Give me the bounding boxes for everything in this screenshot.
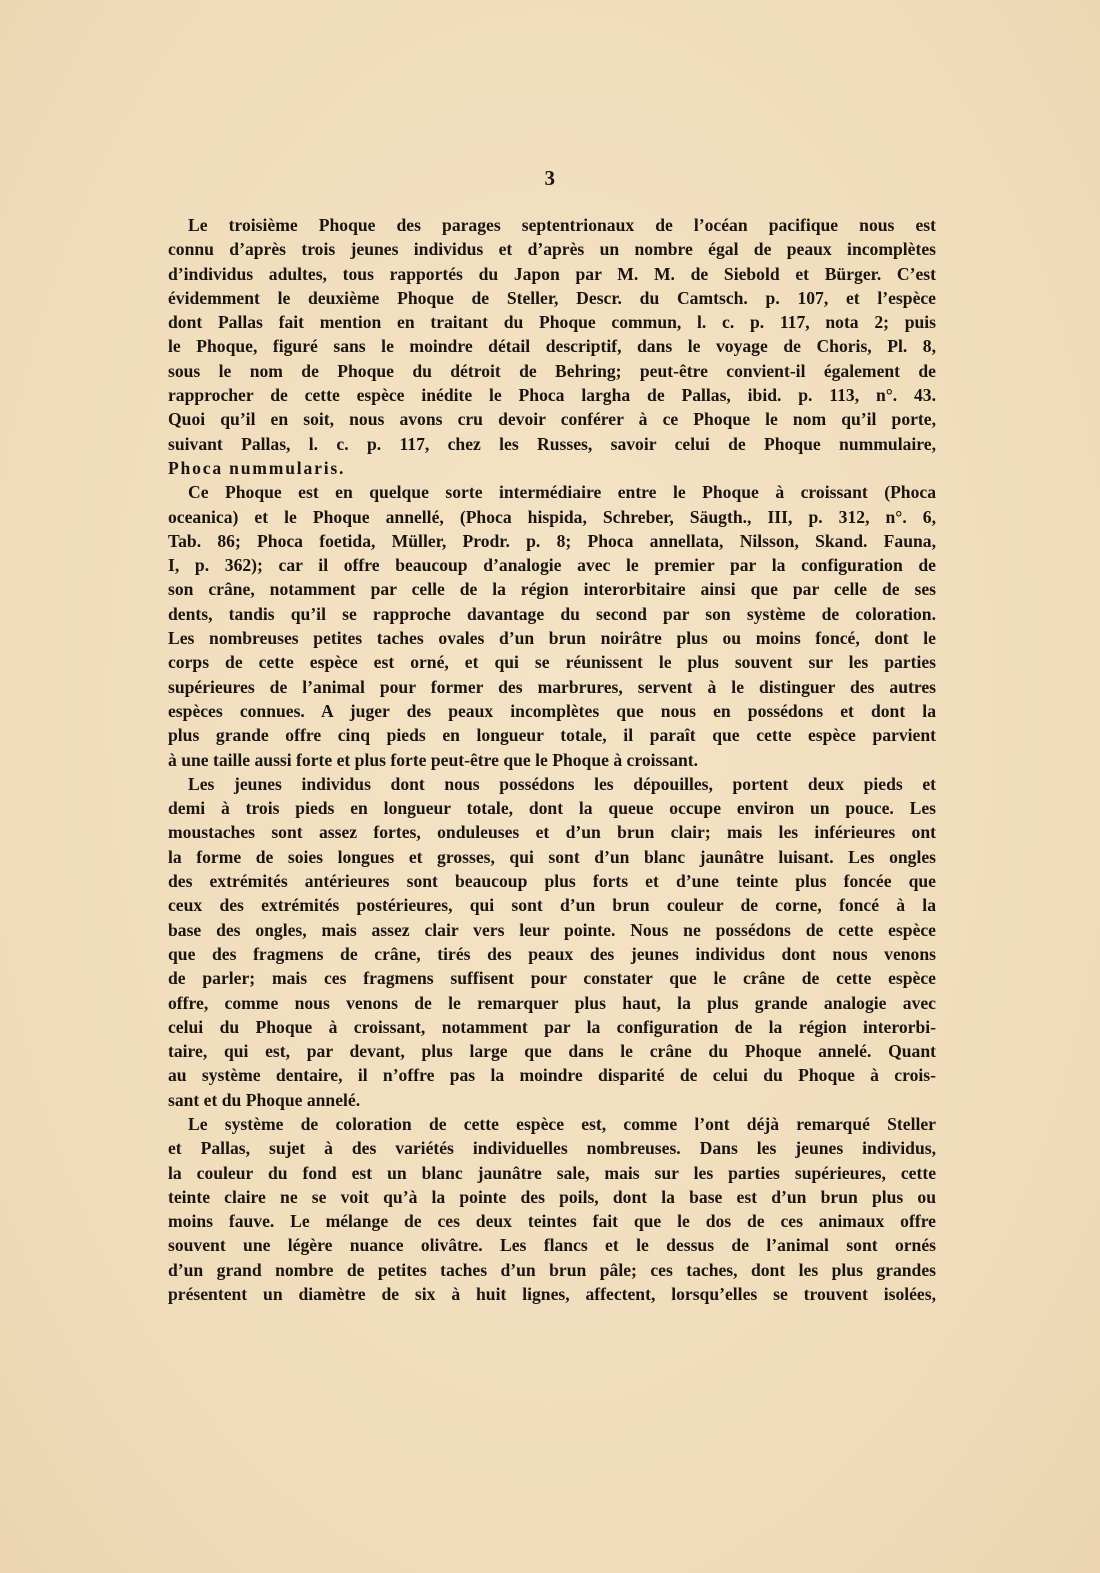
text-line: et Pallas, sujet à des variétés individuelles nombreuses. Dans les jeunes individus,	[168, 1138, 936, 1159]
text-line: dont Pallas fait mention en traitant du Phoque commun, l. c. p. 117, nota 2; puis	[168, 312, 936, 333]
text-line: évidemment le deuxième Phoque de Steller, Descr. du Camtsch. p. 107, et l’espèce	[168, 287, 936, 308]
text-line: Les nombreuses petites taches ovales d’un brun noirâtre plus ou moins foncé, dont le	[168, 628, 936, 649]
text-line: souvent une légère nuance olivâtre. Les flancs et le dessus de l’animal sont ornés	[168, 1235, 936, 1256]
text-line: au système dentaire, il n’offre pas la moindre disparité de celui du Phoque à crois-	[168, 1065, 936, 1086]
text-line: que des fragmens de crâne, tirés des peaux des jeunes individus dont nous venons	[168, 943, 936, 964]
text-line: celui du Phoque à croissant, notamment par la configuration de la région interorbi-	[168, 1016, 936, 1037]
text-line: d’individus adultes, tous rapportés du Japon par M. M. de Siebold et Bürger. C’est	[168, 263, 936, 284]
species-name: Phoca nummularis.	[168, 457, 346, 478]
text-line: le Phoque, figuré sans le moindre détail descriptif, dans le voyage de Choris, Pl. 8,	[168, 336, 936, 357]
text-line: Le troisième Phoque des parages septentrionaux de l’océan pacifique nous est	[188, 215, 936, 235]
text-line: de parler; mais ces fragmens suffisent pour constater que le crâne de cette espèce	[168, 968, 936, 989]
text-line: la couleur du fond est un blanc jaunâtre sale, mais sur les parties supérieures, cette	[168, 1162, 936, 1183]
text-line: moustaches sont assez fortes, onduleuses et d’un brun clair; mais les inférieures ont	[168, 822, 936, 843]
body-text	[168, 213, 936, 1306]
text-line: Tab. 86; Phoca foetida, Müller, Prodr. p. 8; Phoca annellata, Nilsson, Skand. Fauna,	[168, 530, 936, 551]
text-line: I, p. 362); car il offre beaucoup d’analogie avec le premier par la configuration de	[168, 555, 936, 576]
text-line: suivant Pallas, l. c. p. 117, chez les Russes, savoir celui de Phoque nummulaire,	[168, 433, 936, 454]
page-number: 3	[544, 166, 556, 190]
text-line: teinte claire ne se voit qu’à la pointe des poils, dont la base est d’un brun plus ou	[168, 1186, 936, 1207]
text-line: demi à trois pieds en longueur totale, dont la queue occupe environ un pouce. Les	[168, 798, 936, 819]
text-line: connu d’après trois jeunes individus et d’après un nombre égal de peaux incomplètes	[168, 239, 936, 260]
paragraph-4	[168, 1112, 936, 1306]
text-line: oceanica) et le Phoque annellé, (Phoca hispida, Schreber, Säugth., III, p. 312, n°. 6,	[168, 506, 936, 527]
text-line: base des ongles, mais assez clair vers leur pointe. Nous ne possédons de cette espèce	[168, 919, 936, 940]
text-line: offre, comme nous venons de le remarquer plus haut, la plus grande analogie avec	[168, 992, 936, 1013]
text-line: son crâne, notamment par celle de la région interorbitaire ainsi que par celle de ses	[168, 579, 936, 600]
text-line: la forme de soies longues et grosses, qui sont d’un blanc jaunâtre luisant. Les ongles	[168, 846, 936, 867]
text-line: rapprocher de cette espèce inédite le Phoca largha de Pallas, ibid. p. 113, n°. 43.	[168, 385, 936, 406]
text-line: à une taille aussi forte et plus forte peut-être que le Phoque à croissant.	[168, 749, 699, 770]
text-line: sant et du Phoque annelé.	[168, 1089, 361, 1110]
text-line: Les jeunes individus dont nous possédons les dépouilles, portent deux pieds et	[188, 773, 936, 794]
text-line: corps de cette espèce est orné, et qui se réunissent le plus souvent sur les parties	[168, 652, 936, 673]
text-line: Le système de coloration de cette espèce est, comme l’ont déjà remarqué Steller	[188, 1113, 936, 1134]
text-line: sous le nom de Phoque du détroit de Behring; peut-être convient-il également de	[168, 360, 936, 381]
paragraph-2	[168, 480, 936, 772]
text-line: espèces connues. A juger des peaux incomplètes que nous en possédons et dont la	[168, 700, 936, 721]
text-line: Quoi qu’il en soit, nous avons cru devoir conférer à ce Phoque le nom qu’il porte,	[168, 409, 936, 430]
text-line: Ce Phoque est en quelque sorte intermédiaire entre le Phoque à croissant (Phoca	[188, 482, 936, 503]
text-line: ceux des extrémités postérieures, qui sont d’un brun couleur de corne, foncé à la	[168, 895, 936, 916]
text-line: d’un grand nombre de petites taches d’un brun pâle; ces taches, dont les plus grandes	[168, 1259, 936, 1280]
text-line: présentent un diamètre de six à huit lignes, affectent, lorsqu’elles se trouvent isolées,	[168, 1284, 936, 1305]
paragraph-3	[168, 772, 936, 1112]
text-line: supérieures de l’animal pour former des marbrures, servent à le distinguer des autres	[168, 676, 936, 697]
text-line: plus grande offre cinq pieds en longueur totale, il paraît que cette espèce parvient	[168, 725, 936, 746]
text-line: des extrémités antérieures sont beaucoup plus forts et d’une teinte plus foncée que	[168, 871, 936, 892]
text-line: taire, qui est, par devant, plus large que dans le crâne du Phoque annelé. Quant	[168, 1041, 936, 1062]
paragraph-1	[168, 213, 936, 480]
text-line: dents, tandis qu’il se rapproche davantage du second par son système de coloration.	[168, 603, 936, 624]
text-line: moins fauve. Le mélange de ces deux teintes fait que le dos de ces animaux offre	[168, 1211, 936, 1232]
